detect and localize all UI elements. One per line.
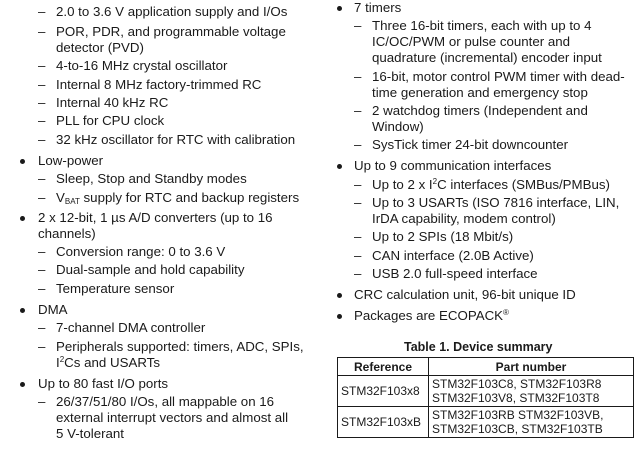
list-item: time generation and emergency stop <box>372 85 588 100</box>
table-row <box>338 376 634 407</box>
dash-marker: – <box>38 171 46 186</box>
dash-marker: – <box>38 262 46 277</box>
list-item: quadrature (incremental) encoder input <box>372 50 602 65</box>
part-line: STM32F103RB STM32F103VB, <box>432 408 604 422</box>
list-item: Sleep, Stop and Standby modes <box>56 171 247 186</box>
dash-marker: – <box>38 95 46 110</box>
part-line: STM32F103V8, STM32F103T8 <box>432 391 600 405</box>
table-header-cell: Part number <box>429 358 634 376</box>
list-item: IrDA capability, modem control) <box>372 211 556 226</box>
list-item: SysTick timer 24-bit downcounter <box>372 137 569 152</box>
dash-marker: – <box>354 195 362 210</box>
dash-marker: – <box>38 77 46 92</box>
table-header-row <box>338 358 634 376</box>
list-item: Window) <box>372 119 424 134</box>
section-heading-adc: 2 x 12-bit, 1 µs A/D converters (up to 16 <box>38 210 273 225</box>
dash-marker: – <box>38 320 46 335</box>
dash-marker: – <box>354 69 362 84</box>
table-cell-ref: STM32F103x8 <box>338 376 429 407</box>
list-item: CAN interface (2.0B Active) <box>372 248 534 263</box>
list-item: Conversion range: 0 to 3.6 V <box>56 244 226 259</box>
bullet-icon <box>20 308 25 313</box>
dash-marker: – <box>38 394 46 409</box>
list-item: IC/OC/PWM or pulse counter and <box>372 34 571 49</box>
list-item: 4-to-16 MHz crystal oscillator <box>56 58 228 73</box>
dash-marker: – <box>354 177 362 192</box>
list-item: 2.0 to 3.6 V application supply and I/Os <box>56 4 288 19</box>
list-item: 5 V-tolerant <box>56 426 125 441</box>
table-title: Table 1. Device summary <box>404 340 553 354</box>
dash-marker: – <box>38 58 46 73</box>
list-item: USB 2.0 full-speed interface <box>372 266 538 281</box>
part-line: STM32F103C8, STM32F103R8 <box>432 377 602 391</box>
list-item: 2 watchdog timers (Independent and <box>372 103 588 118</box>
list-item: Up to 3 USARTs (ISO 7816 interface, LIN, <box>372 195 620 210</box>
dash-marker: – <box>38 4 46 19</box>
table-cell-parts <box>429 376 634 407</box>
section-heading-packages: Packages are ECOPACK® <box>354 308 509 323</box>
list-item-i2c: $I^2Cs$ and USARTs <box>56 355 160 370</box>
dash-marker: – <box>38 244 46 259</box>
bullet-icon <box>337 293 342 298</box>
list-item: PLL for CPU clock <box>56 113 165 128</box>
list-item: Up to 2 SPIs (18 Mbit/s) <box>372 229 514 244</box>
section-heading-dma: DMA <box>38 302 68 317</box>
bullet-icon <box>20 159 25 164</box>
list-item: Temperature sensor <box>56 281 175 296</box>
dash-marker: – <box>38 281 46 296</box>
dash-marker: – <box>38 339 46 354</box>
list-item: Three 16-bit timers, each with up to 4 <box>372 18 592 33</box>
dash-marker: – <box>354 266 362 281</box>
table-cell-ref: STM32F103xB <box>338 407 429 438</box>
section-heading-timers: 7 timers <box>354 0 402 15</box>
dash-marker: – <box>354 248 362 263</box>
dash-marker: – <box>354 103 362 118</box>
section-heading-comm: Up to 9 communication interfaces <box>354 158 552 173</box>
list-item: Dual-sample and hold capability <box>56 262 245 277</box>
dash-marker: – <box>38 113 46 128</box>
dash-marker: – <box>354 229 362 244</box>
list-item: 7-channel DMA controller <box>56 320 206 335</box>
bullet-icon <box>20 216 25 221</box>
table-header-cell: Reference <box>338 358 429 376</box>
dash-marker: – <box>354 18 362 33</box>
dash-marker: – <box>354 137 362 152</box>
list-item-i2c: Up to 2 x $I^2C$ interfaces (SMBus/PMBus) <box>372 177 610 192</box>
section-heading-crc: CRC calculation unit, 96-bit unique ID <box>354 287 576 302</box>
table-cell-parts <box>429 407 634 438</box>
table-row <box>338 407 634 438</box>
part-line: STM32F103CB, STM32F103TB <box>432 422 603 436</box>
bullet-icon <box>20 382 25 387</box>
dash-marker: – <box>38 190 46 205</box>
list-item: 26/37/51/80 I/Os, all mappable on 16 <box>56 394 275 409</box>
list-item: Peripherals supported: timers, ADC, SPIs, <box>56 339 304 354</box>
list-item-vbat: $V_{BAT}$ supply for RTC and backup registers <box>56 190 300 206</box>
list-item: detector (PVD) <box>56 40 144 55</box>
section-heading-io: Up to 80 fast I/O ports <box>38 376 169 391</box>
list-item: 32 kHz oscillator for RTC with calibration <box>56 132 296 147</box>
bullet-icon <box>337 314 342 319</box>
list-item: Internal 40 kHz RC <box>56 95 169 110</box>
list-item: POR, PDR, and programmable voltage <box>56 24 286 39</box>
bullet-icon <box>337 6 342 11</box>
dash-marker: – <box>38 24 46 39</box>
bullet-icon <box>337 164 342 169</box>
list-item: 16-bit, motor control PWM timer with dead- <box>372 69 625 84</box>
list-item: Internal 8 MHz factory-trimmed RC <box>56 77 262 92</box>
section-heading-low-power: Low-power <box>38 153 104 168</box>
section-heading-adc-cont: channels) <box>38 226 96 241</box>
list-item: external interrupt vectors and almost all <box>56 410 289 425</box>
dash-marker: – <box>38 132 46 147</box>
device-summary-table <box>337 357 634 438</box>
